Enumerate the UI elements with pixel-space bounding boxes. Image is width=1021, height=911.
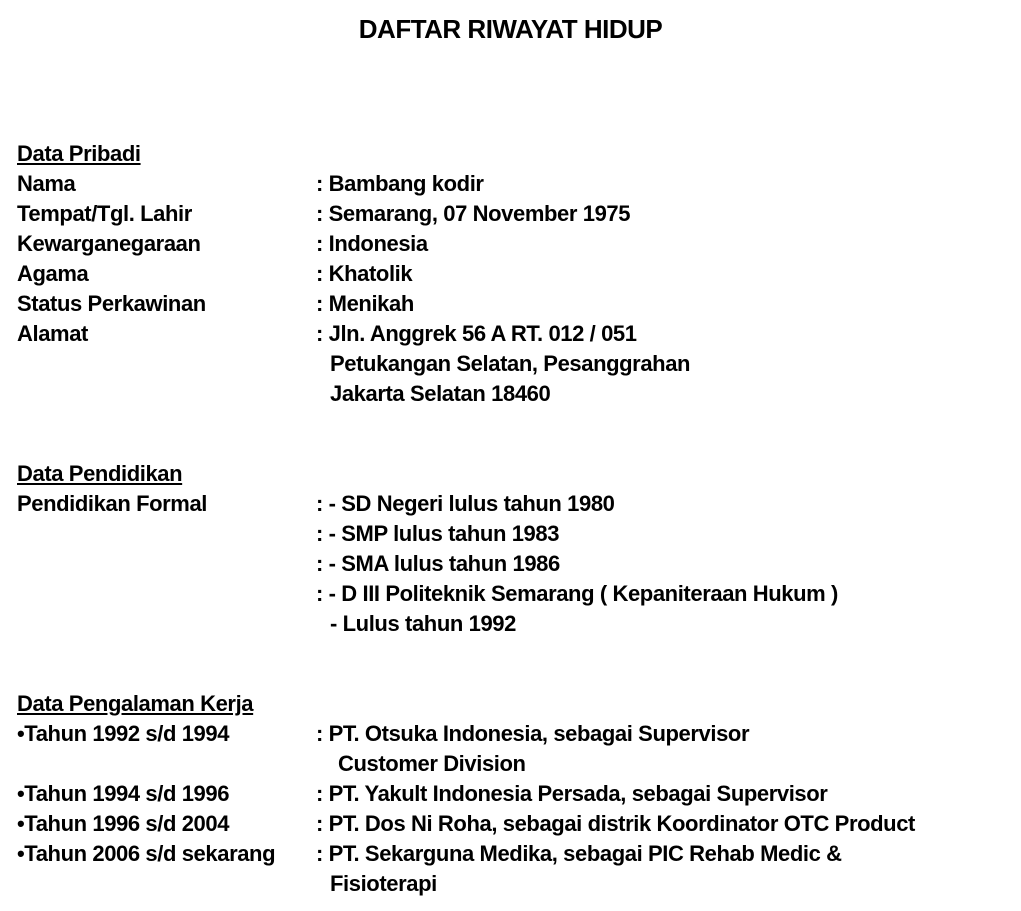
- label-status-perkawinan: Status Perkawinan: [17, 291, 206, 316]
- education-item: : - D III Politeknik Semarang ( Kepaniteraan Hukum ): [316, 581, 838, 606]
- work-description-cont: Customer Division: [338, 751, 526, 776]
- work-description: : PT. Sekarguna Medika, sebagai PIC Rehab Medic &: [316, 841, 842, 866]
- value-agama: : Khatolik: [316, 261, 413, 286]
- education-item: : - SMA lulus tahun 1986: [316, 551, 560, 576]
- work-period: •Tahun 1994 s/d 1996: [17, 781, 230, 806]
- page-title: DAFTAR RIWAYAT HIDUP: [358, 14, 663, 44]
- label-tempat-tgl-lahir: Tempat/Tgl. Lahir: [17, 201, 192, 226]
- value-alamat-line-2: Petukangan Selatan, Pesanggrahan: [330, 351, 691, 376]
- label-alamat: Alamat: [17, 321, 88, 346]
- section-heading-kerja: Data Pengalaman Kerja: [17, 691, 254, 716]
- work-description: : PT. Yakult Indonesia Persada, sebagai Supervisor: [316, 781, 828, 806]
- education-item: : - SMP lulus tahun 1983: [316, 521, 560, 546]
- education-item-cont: - Lulus tahun 1992: [330, 611, 516, 636]
- work-period: •Tahun 2006 s/d sekarang: [17, 841, 276, 866]
- section-heading-pendidikan: Data Pendidikan: [17, 461, 183, 486]
- work-description: : PT. Otsuka Indonesia, sebagai Supervisor: [316, 721, 750, 746]
- work-description-cont: Fisioterapi: [330, 871, 437, 896]
- label-pendidikan-formal: Pendidikan Formal: [17, 491, 208, 516]
- value-alamat-line-3: Jakarta Selatan 18460: [330, 381, 551, 406]
- work-period: •Tahun 1992 s/d 1994: [17, 721, 230, 746]
- value-nama: : Bambang kodir: [316, 171, 484, 196]
- section-heading-pribadi: Data Pribadi: [17, 141, 141, 166]
- value-alamat: : Jln. Anggrek 56 A RT. 012 / 051: [316, 321, 637, 346]
- work-period: •Tahun 1996 s/d 2004: [17, 811, 230, 836]
- label-nama: Nama: [17, 171, 76, 196]
- value-status-perkawinan: : Menikah: [316, 291, 414, 316]
- value-kewarganegaraan: : Indonesia: [316, 231, 428, 256]
- label-kewarganegaraan: Kewarganegaraan: [17, 231, 201, 256]
- label-agama: Agama: [17, 261, 89, 286]
- value-tempat-tgl-lahir: : Semarang, 07 November 1975: [316, 201, 631, 226]
- work-description: : PT. Dos Ni Roha, sebagai distrik Koordinator OTC Product: [316, 811, 915, 836]
- education-item: : - SD Negeri lulus tahun 1980: [316, 491, 615, 516]
